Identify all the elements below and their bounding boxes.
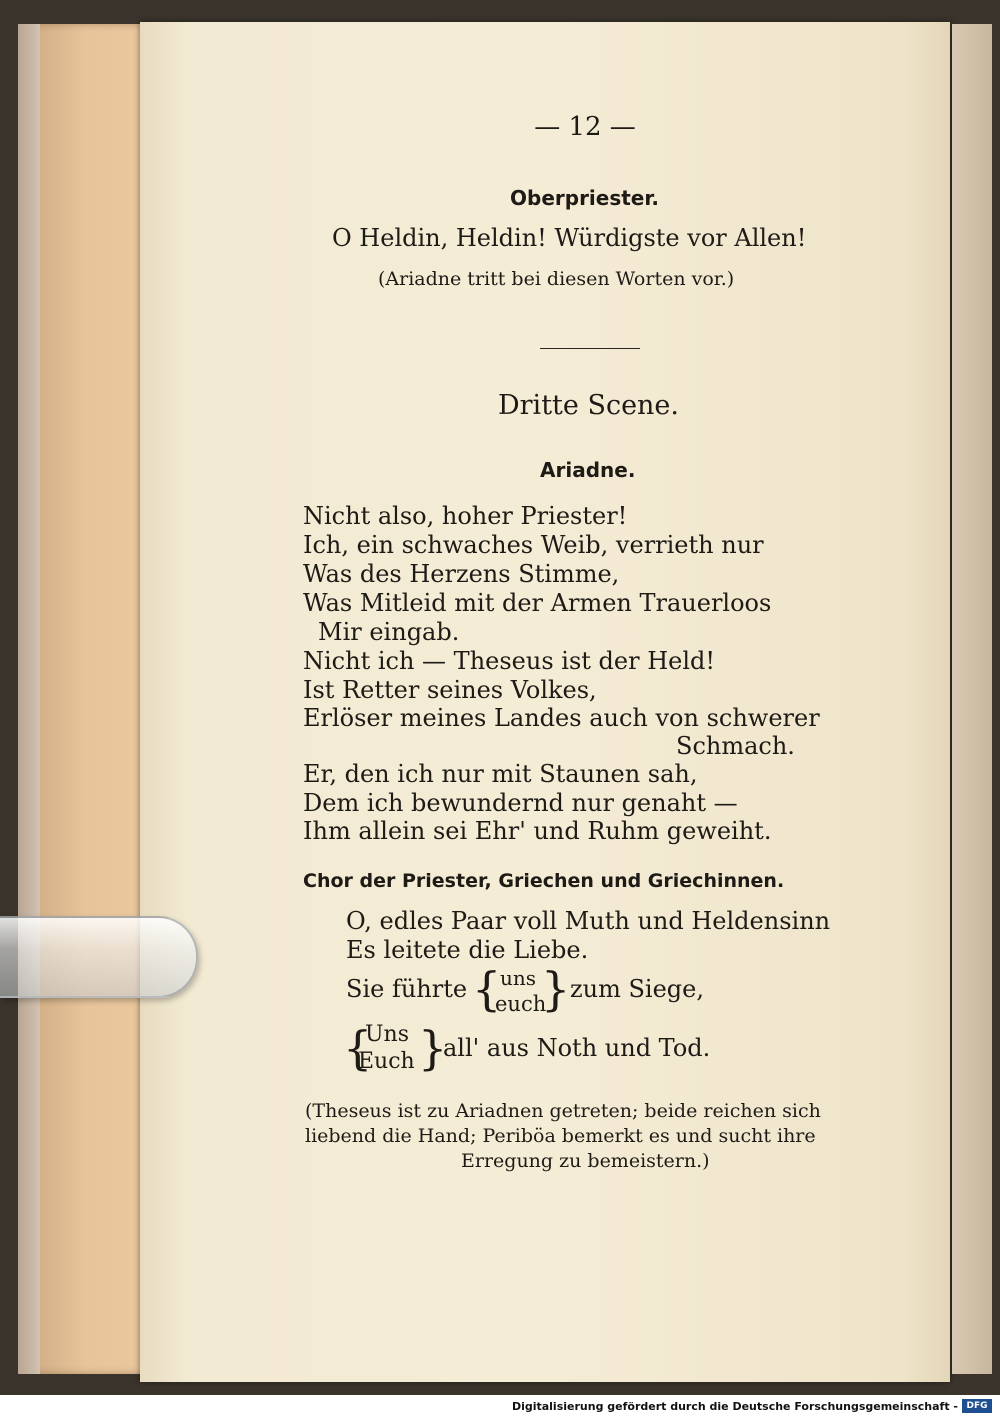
- left-brace: {: [343, 1021, 373, 1075]
- left-brace: {: [472, 962, 502, 1016]
- page-number: — 12 —: [534, 112, 636, 142]
- brace-option-bottom: Euch: [358, 1049, 415, 1074]
- brace-option-top: Uns: [365, 1022, 409, 1047]
- verse-line: Es leitete die Liebe.: [346, 936, 589, 964]
- stage-direction: (Ariadne tritt bei diesen Worten vor.): [378, 268, 735, 290]
- verse-line: Nicht ich — Theseus ist der Held!: [303, 647, 716, 675]
- stage-direction: Erregung zu bemeistern.): [461, 1150, 710, 1172]
- verse-line: Mir eingab.: [318, 618, 460, 646]
- verse-line: Ich, ein schwaches Weib, verrieth nur: [303, 531, 764, 559]
- speaker-oberpriester: Oberpriester.: [510, 186, 659, 210]
- verse-line: Dem ich bewundernd nur genaht —: [303, 789, 738, 817]
- verse-line: Erlöser meines Landes auch von schwerer: [303, 704, 820, 732]
- verse-line: Er, den ich nur mit Staunen sah,: [303, 760, 698, 788]
- footer-funding-text: Digitalisierung gefördert durch die Deutsche Forschungsgemeinschaft -: [511, 1400, 958, 1413]
- verse-text: all' aus Noth und Tod.: [443, 1034, 711, 1062]
- verse-line: O Heldin, Heldin! Würdigste vor Allen!: [332, 224, 807, 252]
- verse-line: Nicht also, hoher Priester!: [303, 502, 628, 530]
- book-cover-edge: [18, 24, 40, 1374]
- right-brace: }: [418, 1021, 448, 1075]
- brace-option-bottom: euch: [495, 992, 547, 1016]
- speaker-chor: Chor der Priester, Griechen und Griechinnen.: [303, 870, 785, 892]
- glass-page-weight: [0, 916, 198, 998]
- stage-direction: liebend die Hand; Periböa bemerkt es und sucht ihre: [305, 1125, 816, 1147]
- verse-text: zum Siege,: [570, 975, 705, 1003]
- dfg-logo: DFG: [962, 1399, 992, 1413]
- verse-line: Ihm allein sei Ehr' und Ruhm geweiht.: [303, 817, 772, 845]
- brace-option-top: uns: [500, 966, 537, 990]
- book-cover-right: [952, 24, 992, 1374]
- scene-title: Dritte Scene.: [498, 390, 679, 421]
- verse-line: Was Mitleid mit der Armen Trauerloos: [303, 589, 772, 617]
- verse-text: Sie führte: [346, 975, 468, 1003]
- section-rule: [540, 348, 640, 349]
- speaker-ariadne: Ariadne.: [540, 458, 636, 482]
- verse-line: O, edles Paar voll Muth und Heldensinn: [346, 907, 831, 935]
- verse-line: Was des Herzens Stimme,: [303, 560, 620, 588]
- stage-direction: (Theseus ist zu Ariadnen getreten; beide reichen sich: [305, 1100, 821, 1122]
- verse-line: Ist Retter seines Volkes,: [303, 676, 597, 704]
- right-brace: }: [541, 962, 571, 1016]
- verse-line: Schmach.: [676, 732, 795, 760]
